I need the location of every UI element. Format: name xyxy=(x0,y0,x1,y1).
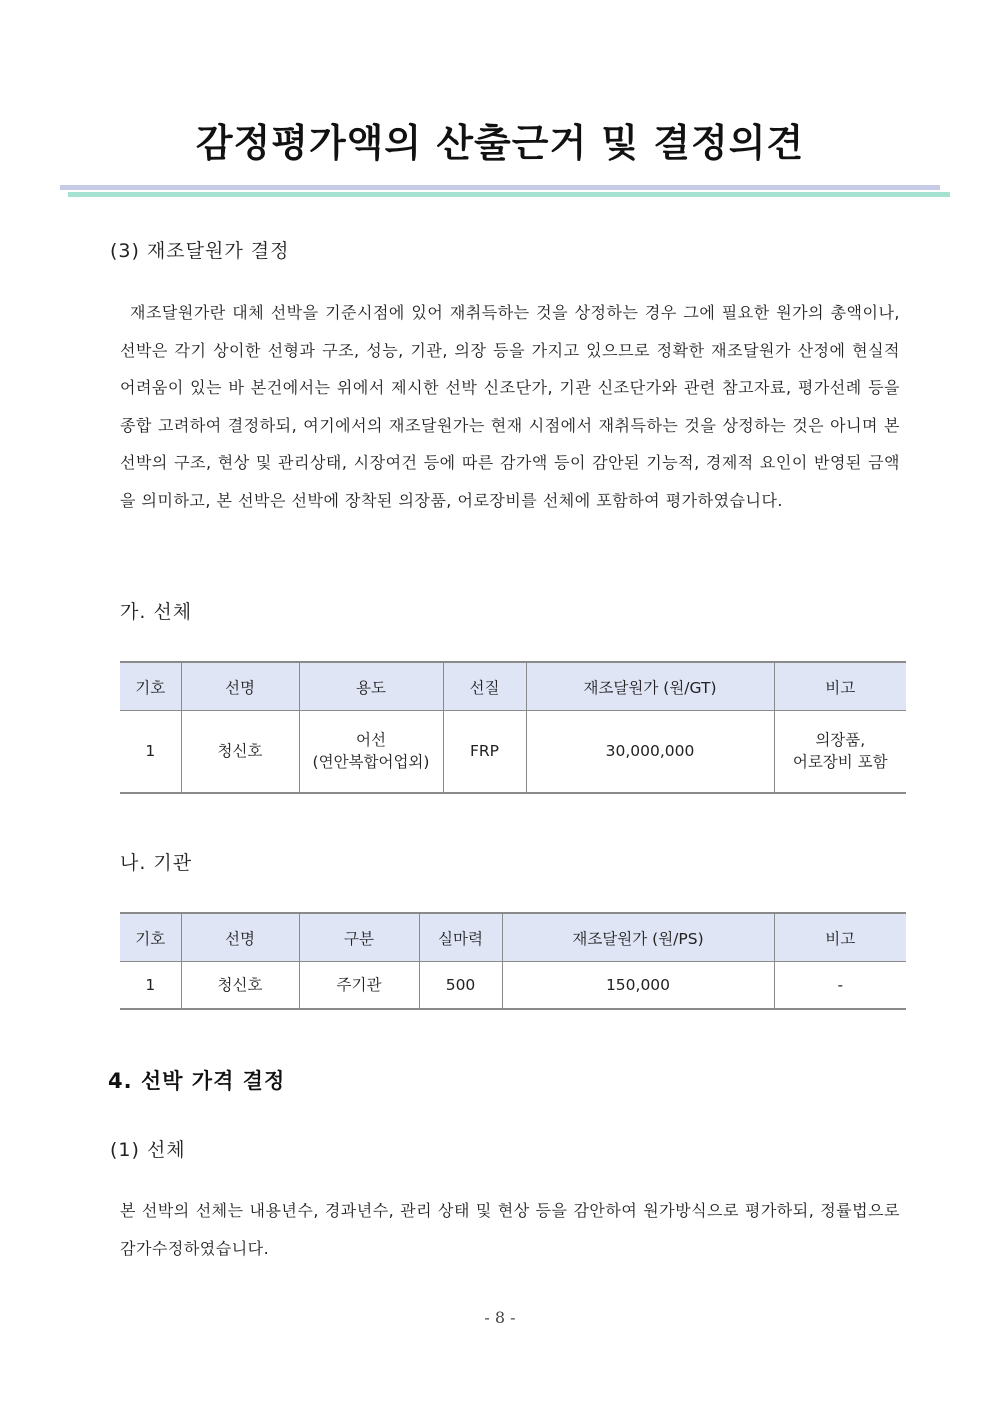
engine-cell-name: 청신호 xyxy=(181,962,299,1009)
hull-header-use: 용도 xyxy=(299,662,443,711)
engine-header-cost: 재조달원가 (원/PS) xyxy=(502,913,774,962)
engine-header-hp: 실마력 xyxy=(419,913,502,962)
hull-header-note: 비고 xyxy=(774,662,906,711)
hull-cell-note xyxy=(774,711,906,793)
engine-table xyxy=(120,912,906,1010)
engine-header-name: 선명 xyxy=(181,913,299,962)
hull-table xyxy=(120,661,906,794)
hull-header-material: 선질 xyxy=(443,662,526,711)
engine-cell-note: - xyxy=(774,962,906,1009)
section-3-paragraph: 재조달원가란 대체 선박을 기준시점에 있어 재취득하는 것을 상정하는 경우 그에 필요한 원가의 총액이나, 선박은 각기 상이한 선형과 구조, 성능, 기관, 의장 등을 가지고 있으므로 정확한 재조달원가 산정에 현실적 어려움이 있는 바 본건에서는 위에서 제시한 선박 신조단가, 기관 신조단가와 관련 참고자료, 평가선례 등을 종합 고려하여 결정하되, 여기에서의 재조달원가는 현재 시점에서 재취득하는 것을 상정하는 것은 아니며 본 선박의 구조, 현상 및 관리상태, 시장여건 등에 따른 감가액 등이 감안된 기능적, 경제적 요인이 반영된 금액을 의미하고, 본 선박은 선박에 장착된 의장품, 어로장비를 선체에 포함하여 평가하였습니다. xyxy=(120,303,900,510)
page-title: 감정평가액의 산출근거 및 결정의견 xyxy=(195,121,805,165)
engine-heading: 나. 기관 xyxy=(120,852,193,874)
engine-header-note: 비고 xyxy=(774,913,906,962)
hull-note-line2: 어로장비 포함 xyxy=(792,753,888,772)
section-4-subheading: (1) 선체 xyxy=(110,1139,186,1161)
hull-cell-material: FRP xyxy=(443,711,526,793)
hull-heading: 가. 선체 xyxy=(120,601,193,623)
engine-cell-cost: 150,000 xyxy=(502,962,774,1009)
hull-note-line1: 의장품, xyxy=(815,731,866,750)
section-4-heading: 4. 선박 가격 결정 xyxy=(108,1069,286,1093)
hull-cell-name: 청신호 xyxy=(181,711,299,793)
table-row xyxy=(120,962,906,1009)
hull-use-line1: 어선 xyxy=(356,731,386,750)
hull-use-line2: (연안복합어업외) xyxy=(312,753,430,772)
hull-header-name: 선명 xyxy=(181,662,299,711)
table-row xyxy=(120,711,906,793)
hull-cell-use xyxy=(299,711,443,793)
hull-header-cost: 재조달원가 (원/GT) xyxy=(526,662,774,711)
hull-table-header-row xyxy=(120,662,906,711)
section-4-paragraph: 본 선박의 선체는 내용년수, 경과년수, 관리 상태 및 현상 등을 감안하여 원가방식으로 평가하되, 정률법으로 감가수정하였습니다. xyxy=(120,1201,900,1258)
section-3-heading: (3) 재조달원가 결정 xyxy=(110,240,290,262)
engine-header-type: 구분 xyxy=(299,913,419,962)
title-underline-lower xyxy=(68,192,950,197)
engine-cell-hp: 500 xyxy=(419,962,502,1009)
engine-table-header-row xyxy=(120,913,906,962)
page-number: - 8 - xyxy=(484,1308,516,1327)
hull-cell-no: 1 xyxy=(120,711,181,793)
engine-header-no: 기호 xyxy=(120,913,181,962)
hull-cell-cost: 30,000,000 xyxy=(526,711,774,793)
engine-cell-type: 주기관 xyxy=(299,962,419,1009)
engine-cell-no: 1 xyxy=(120,962,181,1009)
hull-header-no: 기호 xyxy=(120,662,181,711)
title-underline-upper xyxy=(60,185,940,190)
